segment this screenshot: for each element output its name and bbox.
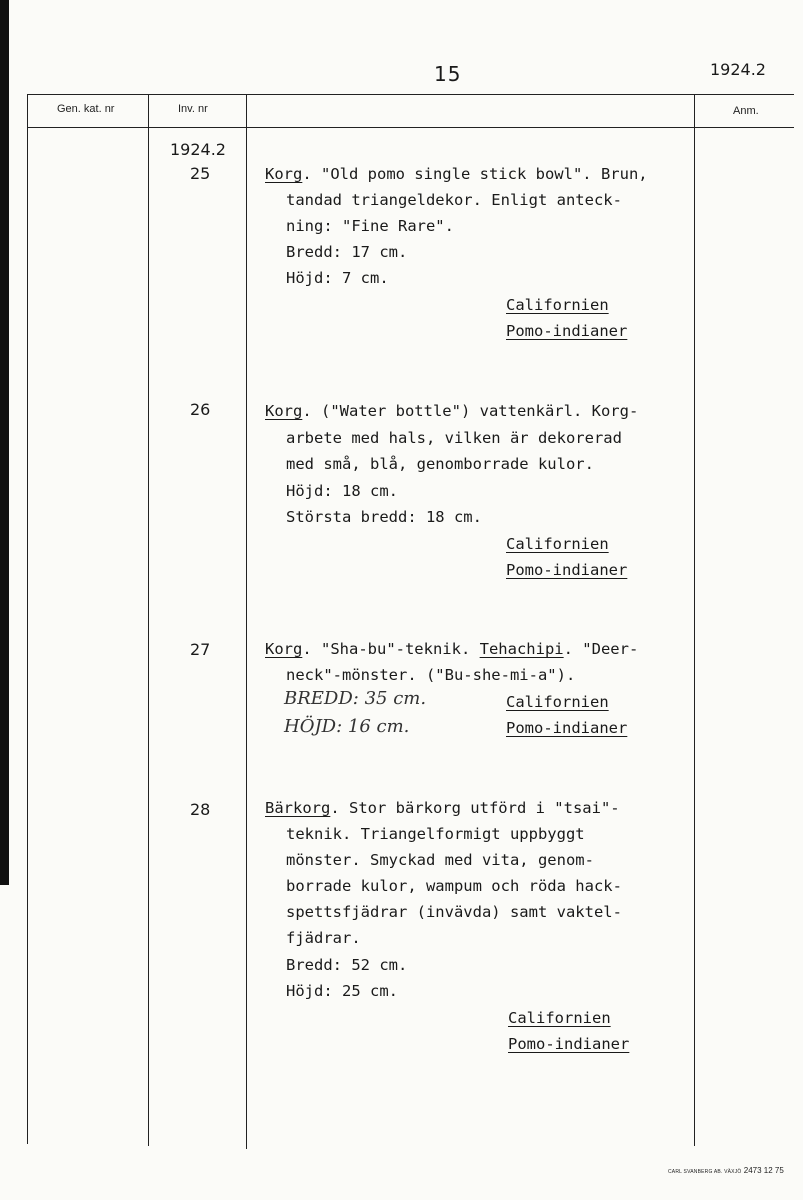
- inv-number: 28: [190, 800, 211, 819]
- entry-line: arbete med hals, vilken är dekorerad: [286, 429, 622, 447]
- object-term: Korg: [265, 402, 303, 420]
- column-header-anm: Anm.: [733, 105, 759, 117]
- entry-first-line: Korg. "Old pomo single stick bowl". Brun,: [265, 165, 648, 183]
- page-number: 15: [434, 62, 462, 86]
- column-header-gen-kat: Gen. kat. nr: [57, 103, 115, 115]
- printer-footer: [668, 1166, 784, 1175]
- people-label: Pomo-indianer: [506, 322, 628, 340]
- column-border-left: [27, 94, 28, 1144]
- table-top-border: [27, 94, 794, 95]
- region-label: Californien: [506, 693, 609, 711]
- region-label: Californien: [506, 296, 609, 314]
- column-border-inv-desc: [246, 94, 247, 1149]
- inv-number: 27: [190, 640, 211, 659]
- entry-line: fjädrar.: [286, 929, 361, 947]
- region-label: Californien: [508, 1009, 611, 1027]
- column-border-desc-anm: [694, 94, 695, 1146]
- entry-line: borrade kulor, wampum och röda hack-: [286, 877, 622, 895]
- handwritten-height: HÖJD: 16 cm.: [284, 716, 410, 737]
- binding-edge: [0, 0, 9, 885]
- entry-line: Bredd: 52 cm.: [286, 956, 408, 974]
- inv-number: 26: [190, 400, 211, 419]
- people-label: Pomo-indianer: [508, 1035, 630, 1053]
- header-year: 1924.2: [710, 60, 766, 79]
- entry-line: Höjd: 7 cm.: [286, 269, 389, 287]
- entry-line: Höjd: 25 cm.: [286, 982, 398, 1000]
- entry-line: ning: "Fine Rare".: [286, 217, 454, 235]
- entry-line: teknik. Triangelformigt uppbyggt: [286, 825, 585, 843]
- table-header-border: [27, 127, 794, 128]
- entry-line: Största bredd: 18 cm.: [286, 508, 482, 526]
- object-term: Korg: [265, 165, 303, 183]
- form-code: 2473 12 75: [743, 1166, 784, 1175]
- printer-name: CARL SVANBERG AB. VÄXJÖ: [668, 1169, 742, 1175]
- handwritten-width: BREDD: 35 cm.: [284, 688, 427, 709]
- people-label: Pomo-indianer: [506, 561, 628, 579]
- column-border-gen-inv: [148, 94, 149, 1146]
- entry-first-line: Bärkorg. Stor bärkorg utförd i "tsai"-: [265, 799, 620, 817]
- entry-line: med små, blå, genomborrade kulor.: [286, 455, 594, 473]
- column-header-inv: Inv. nr: [178, 103, 208, 115]
- entry-line: mönster. Smyckad med vita, genom-: [286, 851, 594, 869]
- inv-year: 1924.2: [170, 140, 226, 159]
- entry-line: spettsfjädrar (invävda) samt vaktel-: [286, 903, 622, 921]
- entry-line: neck"-mönster. ("Bu-she-mi-a").: [286, 666, 576, 684]
- entry-line: Höjd: 18 cm.: [286, 482, 398, 500]
- region-label: Californien: [506, 535, 609, 553]
- object-term: Bärkorg: [265, 799, 331, 817]
- object-term: Korg: [265, 640, 303, 658]
- entry-first-line: Korg. "Sha-bu"-teknik. Tehachipi. "Deer-: [265, 640, 639, 658]
- place-term: Tehachipi: [479, 640, 564, 658]
- entry-first-line: Korg. ("Water bottle") vattenkärl. Korg-: [265, 402, 639, 420]
- people-label: Pomo-indianer: [506, 719, 628, 737]
- inv-number: 25: [190, 164, 211, 183]
- entry-line: Bredd: 17 cm.: [286, 243, 408, 261]
- entry-line: tandad triangeldekor. Enligt anteck-: [286, 191, 622, 209]
